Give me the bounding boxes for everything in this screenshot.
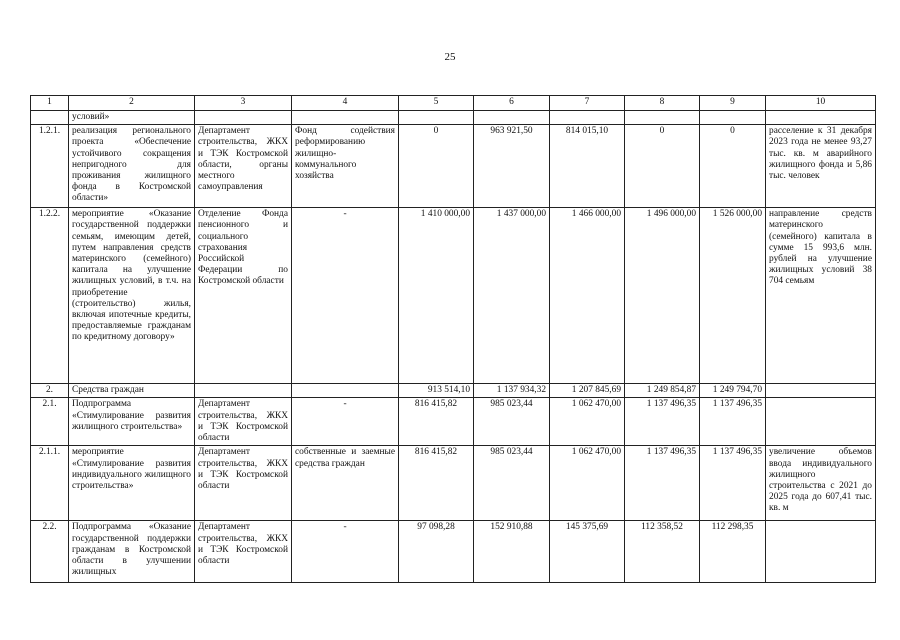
header-cell: 1 (31, 96, 69, 111)
row-name: реализация регионального проекта «Обеспечение устойчивого сокращения непригодного для проживания жилищного фонда в Костромской области» (69, 125, 195, 208)
row-name: Подпрограмма «Оказание государственной поддержки гражданам в Костромской области в улучшении жилищных (69, 521, 195, 583)
row-value-9: 1 526 000,00 (700, 208, 766, 384)
program-table (30, 95, 876, 583)
row-executor: Департамент строительства, ЖКХ и ТЭК Костромской области, органы местного самоуправления (195, 125, 292, 208)
row-value-8: 112 358,52 (625, 521, 700, 583)
table-row (31, 446, 876, 521)
row-value-8: 0 (625, 125, 700, 208)
row-value-8: 1 249 854,87 (625, 384, 700, 398)
page-number: 25 (444, 51, 456, 63)
table-row (31, 398, 876, 446)
header-cell: 4 (292, 96, 399, 111)
row-result: направление средств материнского (семейного) капитала в сумме 15 993,6 млн. рублей на улучшение жилищных условий 38 704 семьям (766, 208, 876, 384)
row-value-8: 1 137 496,35 (625, 398, 700, 446)
row-source: - (292, 208, 399, 384)
row-result (766, 521, 876, 583)
row-value-6: 1 437 000,00 (474, 208, 550, 384)
table-row (31, 521, 876, 583)
row-executor: Отделение Фонда пенсионного и социального страхования Российской Федерации по Костромской области (195, 208, 292, 384)
row-value-9: 1 137 496,35 (700, 446, 766, 521)
row-number: 2.1.1. (31, 446, 69, 521)
row-value-7: 145 375,69 (550, 521, 625, 583)
row-number: 2. (31, 384, 69, 398)
row-value-7: 814 015,10 (550, 125, 625, 208)
row-name: мероприятие «Оказание государственной поддержки семьям, имеющим детей, путем направления средств материнского (семейного) капитала на улучшение жилищных условий, в т.ч. на приобретение (строительство) жилья, включая ипотечные кредиты, предоставляемые гражданам по кредитному договору» (69, 208, 195, 384)
table-row (31, 208, 876, 384)
header-cell: 3 (195, 96, 292, 111)
row-value-8 (625, 111, 700, 125)
row-value-5: 97 098,28 (399, 521, 474, 583)
row-value-8: 1 137 496,35 (625, 446, 700, 521)
row-value-5: 816 415,82 (399, 398, 474, 446)
row-value-6: 985 023,44 (474, 398, 550, 446)
row-result: увеличение объемов ввода индивидуального жилищного строительства с 2021 до 2025 года до 607,41 тыс. кв. м (766, 446, 876, 521)
row-number: 2.1. (31, 398, 69, 446)
row-number (31, 111, 69, 125)
header-cell: 10 (766, 96, 876, 111)
row-value-7: 1 466 000,00 (550, 208, 625, 384)
row-result: расселение к 31 декабря 2023 года не менее 93,27 тыс. кв. м аварийного жилищного фонда и 5,86 тыс. человек (766, 125, 876, 208)
row-value-9: 1 137 496,35 (700, 398, 766, 446)
row-source (292, 384, 399, 398)
row-value-8: 1 496 000,00 (625, 208, 700, 384)
row-value-6: 152 910,88 (474, 521, 550, 583)
row-name: мероприятие «Стимулирование развития индивидуального жилищного строительства» (69, 446, 195, 521)
row-source: Фонд содействия реформированию жилищно-коммунального хозяйства (292, 125, 399, 208)
row-value-7 (550, 111, 625, 125)
row-result (766, 111, 876, 125)
row-value-7: 1 062 470,00 (550, 446, 625, 521)
table-row (31, 384, 876, 398)
row-value-6: 963 921,50 (474, 125, 550, 208)
header-row (31, 96, 876, 111)
row-value-9 (700, 111, 766, 125)
row-name: условий» (69, 111, 195, 125)
table-row (31, 111, 876, 125)
row-number: 1.2.1. (31, 125, 69, 208)
row-value-7: 1 207 845,69 (550, 384, 625, 398)
row-source: - (292, 521, 399, 583)
header-cell: 5 (399, 96, 474, 111)
row-value-6: 1 137 934,32 (474, 384, 550, 398)
row-name: Средства граждан (69, 384, 195, 398)
header-cell: 9 (700, 96, 766, 111)
header-cell: 7 (550, 96, 625, 111)
row-executor (195, 111, 292, 125)
row-result (766, 384, 876, 398)
row-executor: Департамент строительства, ЖКХ и ТЭК Костромской области (195, 398, 292, 446)
row-result (766, 398, 876, 446)
row-name: Подпрограмма «Стимулирование развития жилищного строительства» (69, 398, 195, 446)
row-value-9: 112 298,35 (700, 521, 766, 583)
row-value-5: 913 514,10 (399, 384, 474, 398)
row-number: 2.2. (31, 521, 69, 583)
row-value-9: 0 (700, 125, 766, 208)
row-value-5 (399, 111, 474, 125)
row-source: - (292, 398, 399, 446)
row-value-6 (474, 111, 550, 125)
row-executor: Департамент строительства, ЖКХ и ТЭК Костромской области (195, 521, 292, 583)
row-value-5: 0 (399, 125, 474, 208)
table-row (31, 125, 876, 208)
row-value-5: 1 410 000,00 (399, 208, 474, 384)
header-cell: 8 (625, 96, 700, 111)
row-source: собственные и заемные средства граждан (292, 446, 399, 521)
header-cell: 6 (474, 96, 550, 111)
row-executor (195, 384, 292, 398)
row-number: 1.2.2. (31, 208, 69, 384)
row-value-5: 816 415,82 (399, 446, 474, 521)
row-value-9: 1 249 794,70 (700, 384, 766, 398)
row-executor: Департамент строительства, ЖКХ и ТЭК Костромской области (195, 446, 292, 521)
row-source (292, 111, 399, 125)
row-value-6: 985 023,44 (474, 446, 550, 521)
header-cell: 2 (69, 96, 195, 111)
row-value-7: 1 062 470,00 (550, 398, 625, 446)
